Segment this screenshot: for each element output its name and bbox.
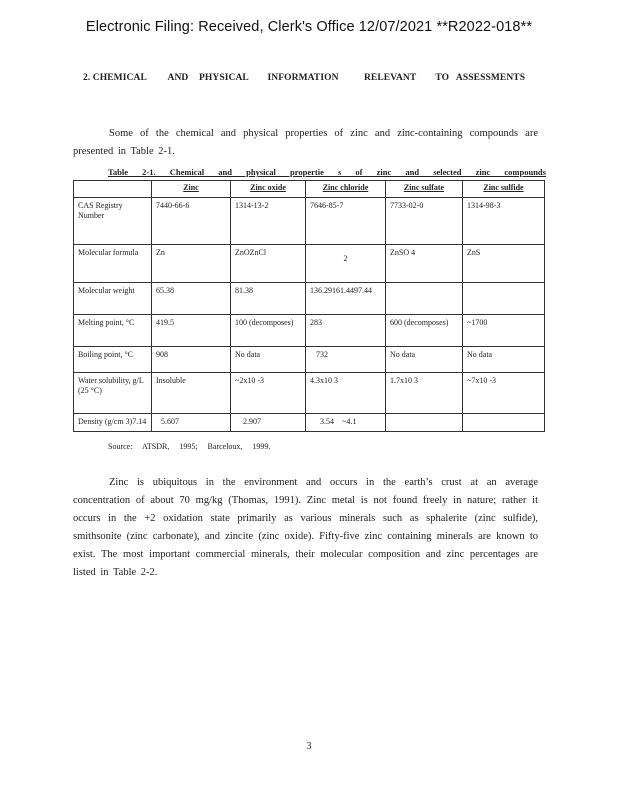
table-cell: 1314-13-2 (231, 198, 306, 245)
intro-paragraph: Some of the chemical and physical properties of zinc and zinc-containing compounds are presented in Table 2-1. (73, 127, 538, 157)
table-cell: Insoluble (152, 373, 231, 414)
table-cell: 1.7x10 3 (386, 373, 463, 414)
table-row (74, 373, 545, 414)
table-cell: ZnS (463, 245, 545, 283)
body-paragraph: Zinc is ubiquitous in the environment and occurs in the earth’s crust at an average concentration of about 70 mg/kg (Thomas, 1991). Zinc metal is not found freely in nature; rather it occurs in the +2 oxidation state primarily as various minerals such as sphalerite (zinc sulfide), smithsonite (zinc carbonate), and zincite (zinc oxide). Fifty-five zinc containing minerals are known to exist. The most important commercial minerals, their molecular composition and zinc percentages are listed in Table 2-2. (73, 476, 538, 578)
table-cell: No data (386, 347, 463, 373)
table-cell: ~7x10 -3 (463, 373, 545, 414)
table-cell: 3.54 ~4.1 (306, 414, 386, 432)
header-cell: Zinc sulfide (463, 181, 545, 198)
section-heading-word: PHYSICAL (198, 73, 249, 83)
table-cell: 4.3x10 3 (306, 373, 386, 414)
table-cell (386, 283, 463, 315)
table-cell: ~2x10 -3 (231, 373, 306, 414)
section-heading-word: AND (167, 73, 189, 83)
table-cell: 419.5 (152, 315, 231, 347)
filing-header: Electronic Filing: Received, Clerk's Office 12/07/2021 **R2022-018** (85, 19, 533, 35)
properties-table (73, 180, 545, 432)
header-cell: Zinc oxide (231, 181, 306, 198)
header-cell (74, 181, 152, 198)
table-row (74, 283, 545, 315)
table-cell (463, 414, 545, 432)
row-label: Water solubility, g/L (25 °C) (74, 373, 152, 414)
section-heading-word: ASSESSMENTS (455, 73, 526, 83)
table-cell: Zn (152, 245, 231, 283)
table-cell: ZnSO 4 (386, 245, 463, 283)
table-row (74, 245, 545, 283)
section-heading (83, 73, 526, 83)
table-caption: Table 2-1. Chemical and physical propertie s of zinc and selected zinc compounds (108, 167, 546, 177)
table-cell (386, 414, 463, 432)
table-source-note: Source: ATSDR, 1995; Barceloux, 1999. (108, 442, 271, 451)
table-cell: 100 (decomposes) (231, 315, 306, 347)
table-cell: ~1700 (463, 315, 545, 347)
table-cell: 283 (306, 315, 386, 347)
table-header-row (74, 181, 545, 198)
row-label: Boiling point, °C (74, 347, 152, 373)
table-cell: 65.38 (152, 283, 231, 315)
table-cell: 2 (306, 245, 386, 283)
section-heading-word: TO (435, 73, 450, 83)
table-cell: 7733-02-0 (386, 198, 463, 245)
header-cell: Zinc chloride (306, 181, 386, 198)
table-row (74, 198, 545, 245)
table-cell: 600 (decomposes) (386, 315, 463, 347)
table-cell: No data (231, 347, 306, 373)
table-cell: 732 (306, 347, 386, 373)
table-cell: 908 (152, 347, 231, 373)
row-label: Density (g/cm 3)7.14 (74, 414, 152, 432)
table-cell: No data (463, 347, 545, 373)
table-cell: 5.607 (152, 414, 231, 432)
row-label: Molecular formula (74, 245, 152, 283)
section-heading-word: 2. CHEMICAL (83, 73, 147, 83)
table-cell (463, 283, 545, 315)
page-number: 3 (306, 741, 312, 752)
table-cell: 7646-85-7 (306, 198, 386, 245)
table-cell: 81.38 (231, 283, 306, 315)
table-cell: 136.29161.4497.44 (306, 283, 386, 315)
row-label: Melting point, °C (74, 315, 152, 347)
row-label: CAS Registry Number (74, 198, 152, 245)
table-cell: 1314-98-3 (463, 198, 545, 245)
section-heading-word: RELEVANT (363, 73, 417, 83)
header-cell: Zinc sulfate (386, 181, 463, 198)
section-heading-word: INFORMATION (267, 73, 339, 83)
table-cell: 2.907 (231, 414, 306, 432)
table-row (74, 347, 545, 373)
row-label: Molecular weight (74, 283, 152, 315)
table-row (74, 414, 545, 432)
table-cell: 7440-66-6 (152, 198, 231, 245)
header-cell: Zinc (152, 181, 231, 198)
table-row (74, 315, 545, 347)
table-cell: ZnOZnCl (231, 245, 306, 283)
